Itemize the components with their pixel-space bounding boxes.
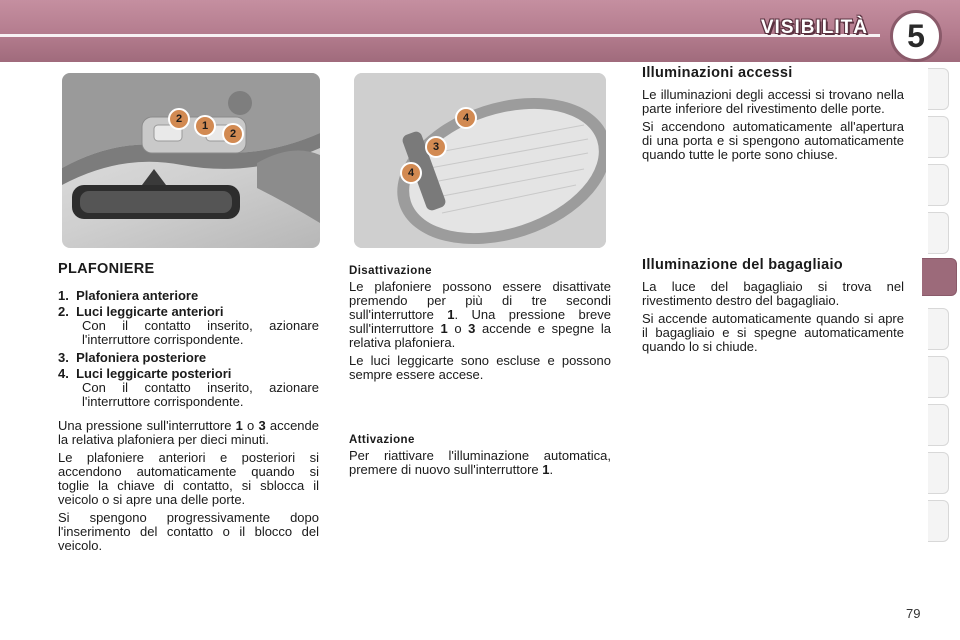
- paragraph: Le plafoniere possono essere disattivate premendo per più di tre secondi sull'interruttore 1. Una pressione breve sull'interruttore 1 o 3 accende e spegne la relativa plafoniera.: [349, 279, 611, 350]
- item-description: Con il contatto inserito, azionare l'interruttore corrispondente.: [82, 318, 319, 347]
- list-item: [58, 351, 319, 365]
- chapter-title: VISIBILITÀ: [760, 17, 868, 38]
- chapter-tab[interactable]: [928, 404, 949, 446]
- header-divider: [0, 34, 880, 37]
- item-label: Luci leggicarte anteriori: [76, 304, 224, 319]
- paragraph: Le illuminazioni degli accessi si trovano nella parte inferiore del rivestimento delle porte.: [642, 87, 904, 116]
- paragraph: Per riattivare l'illuminazione automatica, premere di nuovo sull'interruttore 1.: [349, 448, 611, 477]
- paragraph: Le plafoniere anteriori e posteriori si accendono automaticamente quando si toglie la chiave di contatto, si sblocca il veicolo o si apre una delle porte.: [58, 450, 319, 507]
- paragraph: Si accendono automaticamente all'apertura di una porta e si spengono automaticamente quando tutte le porte sono chiuse.: [642, 119, 904, 162]
- item-label: Plafoniera posteriore: [76, 350, 207, 365]
- disattivazione-section: [349, 264, 611, 386]
- chapter-tab[interactable]: [928, 116, 949, 158]
- paragraph: Una pressione sull'interruttore 1 o 3 accende la relativa plafoniera per dieci minuti.: [58, 418, 319, 447]
- chapter-tab[interactable]: [928, 212, 949, 254]
- callout-marker: 1: [194, 115, 216, 137]
- chapter-tab[interactable]: [928, 356, 949, 398]
- chapter-tab-active[interactable]: [922, 258, 957, 296]
- subsection-title: Disattivazione: [349, 265, 432, 277]
- item-number: 1.: [58, 288, 69, 303]
- section-title: Illuminazioni accessi: [642, 65, 793, 81]
- chapter-tab[interactable]: [928, 164, 949, 206]
- chapter-tabs: [928, 68, 950, 573]
- item-description: Con il contatto inserito, azionare l'interruttore corrispondente.: [82, 380, 319, 409]
- list-item: [58, 289, 319, 303]
- bagagliaio-section: [642, 258, 904, 358]
- chapter-tab[interactable]: [928, 308, 949, 350]
- rear-ceiling-illustration: [354, 73, 606, 248]
- item-number: 3.: [58, 350, 69, 365]
- section-title: PLAFONIERE: [58, 261, 155, 277]
- item-number: 4.: [58, 366, 69, 381]
- chapter-number-badge: 5: [890, 10, 942, 62]
- plafoniere-section: [58, 262, 319, 557]
- chapter-header: [0, 0, 960, 62]
- paragraph: La luce del bagagliaio si trova nel rivestimento destro del bagagliaio.: [642, 279, 904, 308]
- subsection-title: Attivazione: [349, 434, 415, 446]
- paragraph: Si spengono progressivamente dopo l'inserimento del contatto o il blocco del veicolo.: [58, 510, 319, 553]
- accessi-section: [642, 66, 904, 166]
- callout-marker: 3: [425, 136, 447, 158]
- paragraph: Si accende automaticamente quando si apre il bagagliaio e si spegne automaticamente quando lo si chiude.: [642, 311, 904, 354]
- paragraph: Le luci leggicarte sono escluse e possono sempre essere accese.: [349, 353, 611, 382]
- callout-marker: 2: [168, 108, 190, 130]
- front-ceiling-illustration: [62, 73, 320, 248]
- item-number: 2.: [58, 304, 69, 319]
- callout-marker: 4: [455, 107, 477, 129]
- list-item: [58, 367, 319, 381]
- page-number: 79: [906, 606, 921, 621]
- callout-marker: 4: [400, 162, 422, 184]
- list-item: [58, 305, 319, 319]
- front-ceiling-light-photo: [62, 73, 320, 248]
- item-label: Plafoniera anteriore: [76, 288, 199, 303]
- rear-ceiling-light-photo: [354, 73, 606, 248]
- chapter-tab[interactable]: [928, 452, 949, 494]
- callout-marker: 2: [222, 123, 244, 145]
- item-label: Luci leggicarte posteriori: [76, 366, 232, 381]
- chapter-tab[interactable]: [928, 500, 949, 542]
- section-title: Illuminazione del bagagliaio: [642, 257, 843, 273]
- attivazione-section: [349, 433, 611, 481]
- chapter-tab[interactable]: [928, 68, 949, 110]
